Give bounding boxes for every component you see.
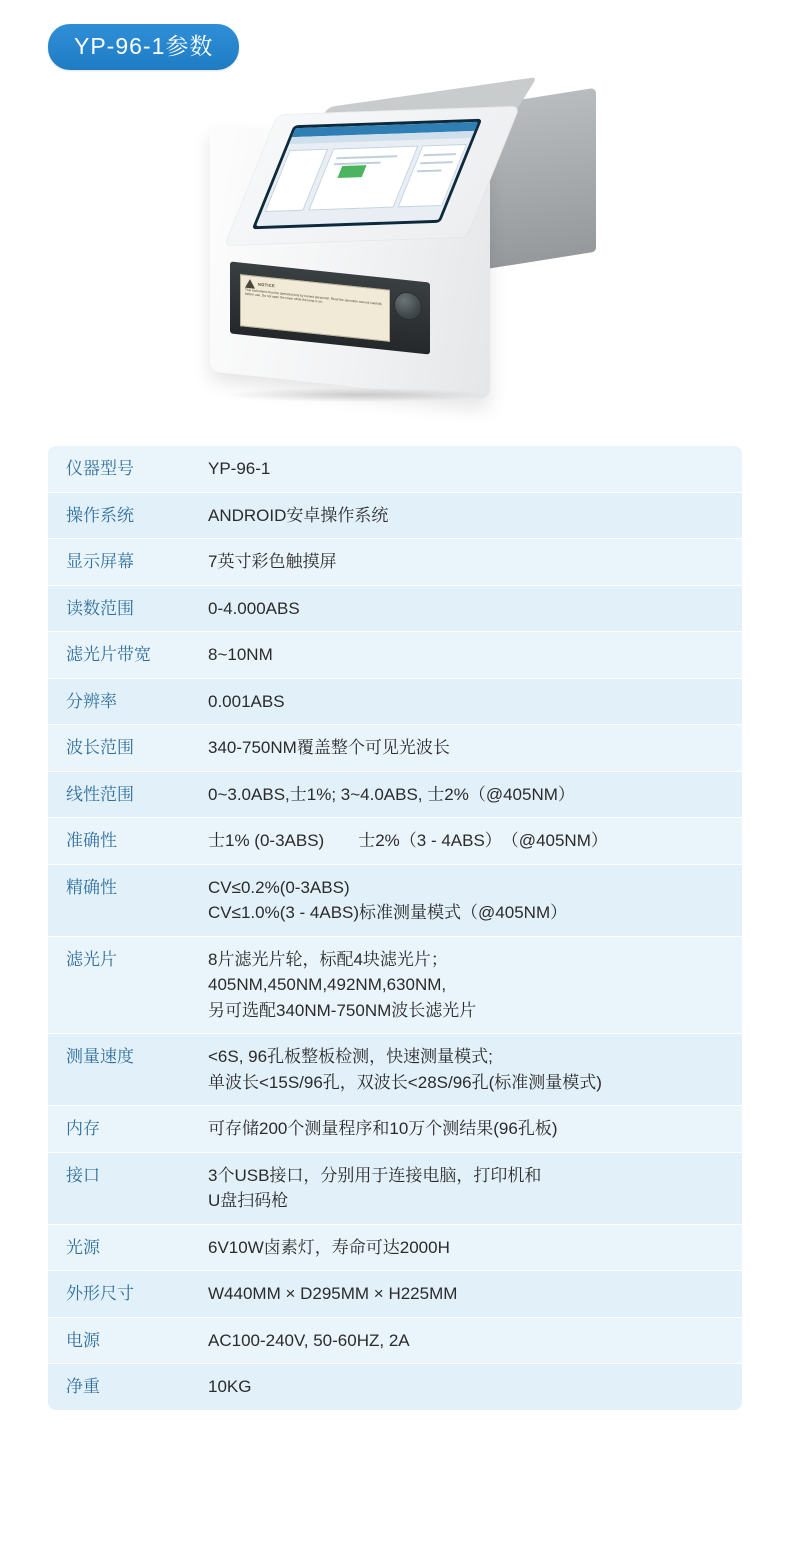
table-row [48,818,742,865]
spec-key: 波长范围 [48,725,198,772]
spec-value: 6V10W卤素灯，寿命可达2000H [198,1224,742,1271]
spec-key: 操作系统 [48,492,198,539]
spec-key: 精确性 [48,864,198,936]
spec-value: ANDROID安卓操作系统 [198,492,742,539]
spec-key: 滤光片 [48,936,198,1034]
table-row [48,1224,742,1271]
spec-key: 测量速度 [48,1034,198,1106]
spec-value: 0.001ABS [198,678,742,725]
spec-key: 净重 [66,1377,100,1396]
spec-value: YP-96-1 [198,446,742,492]
spec-key: 分辨率 [48,678,198,725]
spec-key: 内存 [48,1106,198,1153]
warning-label-text: This instrument must be operated only by trained personnel. Read the operation manual carefully before use. Do not open the cover while the lamp is on. [245,287,382,307]
spec-key: 读数范围 [48,585,198,632]
table-row [48,492,742,539]
screen-text-line [336,155,398,159]
spec-key: 显示屏幕 [48,539,198,586]
spec-value: 可存储200个测量程序和10万个测结果(96孔板) [198,1106,742,1153]
spec-key: 准确性 [48,818,198,865]
spec-value: AC100-240V, 50-60HZ, 2A [198,1317,742,1364]
table-row [48,1152,742,1224]
table-row [48,771,742,818]
spec-value: 0-4.000ABS [198,585,742,632]
device-shadow [226,388,486,402]
product-image-area [0,88,790,438]
page-header [0,0,790,70]
table-row [48,725,742,772]
screen-text-line [417,169,442,172]
spec-value: 士1% (0-3ABS) 士2%（3 - 4ABS） （@405NM） [198,818,742,865]
specification-table [48,446,742,1410]
table-row [48,1271,742,1318]
table-row [48,678,742,725]
spec-value: 8~10NM [198,632,742,679]
spec-value: 10KG [208,1377,252,1396]
spec-key: 接口 [48,1152,198,1224]
page-title-badge: YP-96-1参数 [48,24,239,70]
table-row [48,539,742,586]
spec-value: 8片滤光片轮，标配4块滤光片； 405NM,450NM,492NM,630NM, 另可选配340NM-750NM波长滤光片 [198,936,742,1034]
spec-value: 340-750NM覆盖整个可见光波长 [198,725,742,772]
spec-key: 仪器型号 [48,446,198,492]
table-row [48,936,742,1034]
spec-key: 滤光片带宽 [48,632,198,679]
spec-value: 7英寸彩色触摸屏 [198,539,742,586]
specification-table-body [48,446,742,1410]
spec-value: 3个USB接口，分别用于连接电脑，打印机和 U盘扫码枪 [198,1152,742,1224]
table-row [48,864,742,936]
spec-value: CV≤0.2%(0-3ABS) CV≤1.0%(3 - 4ABS)标准测量模式（@405NM） [198,864,742,936]
spec-key: 线性范围 [48,771,198,818]
table-row [48,1364,742,1410]
table-row [48,446,742,492]
warning-label-title: NOTICE [245,279,385,303]
spec-value: W440MM × D295MM × H225MM [198,1271,742,1318]
screen-text-line [423,153,456,156]
spec-key: 电源 [48,1317,198,1364]
microplate-reader-device [196,96,596,436]
spec-key: 光源 [48,1224,198,1271]
spec-key: 外形尺寸 [48,1271,198,1318]
table-row [48,585,742,632]
table-row [48,1034,742,1106]
screen-ui-preview [256,122,478,226]
table-row [48,1317,742,1364]
table-row [48,632,742,679]
spec-value: <6S, 96孔板整板检测，快速测量模式; 单波长<15S/96孔，双波长<28S/96孔(标准测量模式) [198,1034,742,1106]
table-row [48,1106,742,1153]
screen-text-line [420,161,453,164]
spec-value: 0~3.0ABS,士1%; 3~4.0ABS, 士2%（@405NM） [198,771,742,818]
